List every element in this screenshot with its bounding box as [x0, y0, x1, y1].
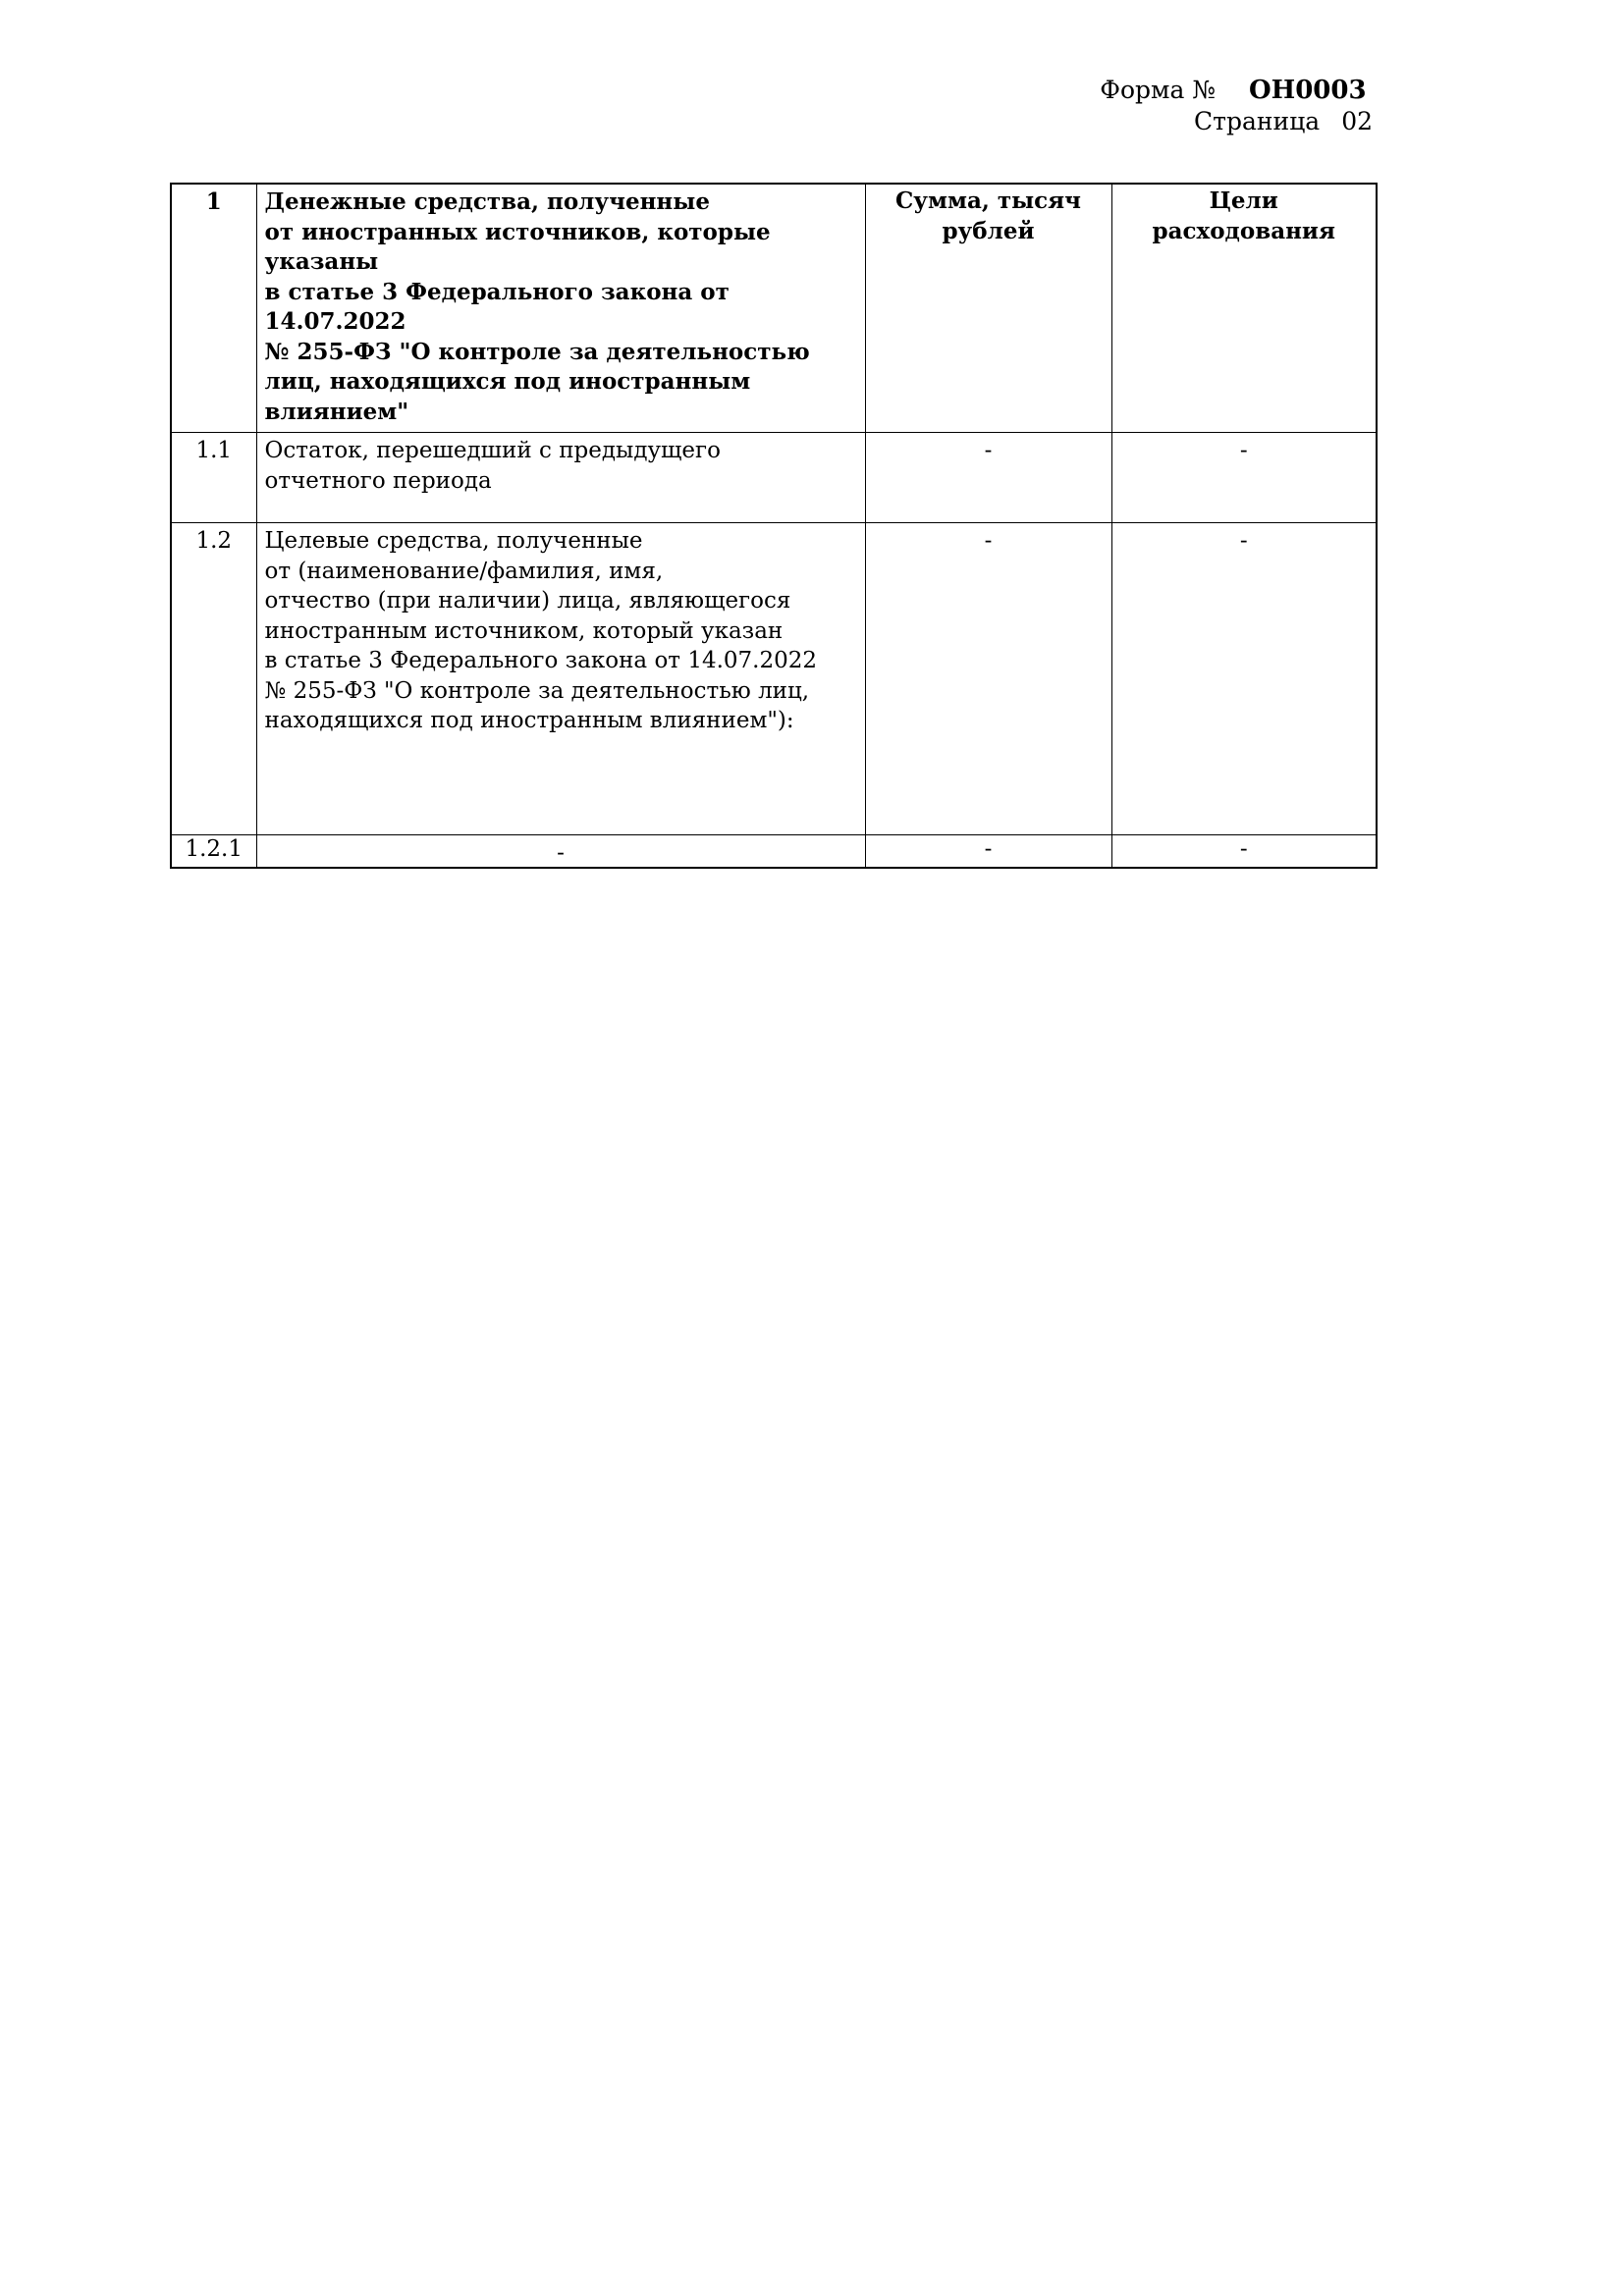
- header-description-line: от иностранных источников, которые: [264, 218, 771, 245]
- row-num-cell: 1.1: [171, 433, 256, 523]
- table-header-row: [171, 184, 1377, 433]
- page-number: 02: [1341, 107, 1373, 135]
- row-description-line: отчество (при наличии) лица, являющегося: [264, 588, 791, 614]
- row-num-cell: 1.2.1: [171, 835, 256, 869]
- form-number-label: Форма №: [1100, 76, 1216, 104]
- header-num-cell: 1: [171, 184, 256, 433]
- header-description-cell: [256, 184, 865, 433]
- row-description-line: отчетного периода: [264, 467, 492, 494]
- row-description-line: Целевые средства, полученные: [264, 528, 643, 554]
- row-description-line: в статье 3 Федерального закона от 14.07.2022: [264, 648, 818, 673]
- header-description-line: лиц, находящихся под иностранным: [264, 368, 751, 395]
- header-description-line: Денежные средства, полученные: [264, 188, 710, 215]
- row-goal-cell: -: [1111, 523, 1377, 835]
- page-number-line: [1100, 106, 1373, 136]
- row-description-line: Остаток, перешедший с предыдущего: [264, 438, 721, 463]
- form-code: ОН0003: [1249, 76, 1367, 105]
- funds-table: [170, 183, 1378, 869]
- header-description-line: влиянием": [264, 398, 409, 425]
- header-goal-cell: Цели расходования: [1111, 184, 1377, 433]
- row-sum-cell: -: [865, 835, 1111, 869]
- row-sum-cell: -: [865, 433, 1111, 523]
- row-description-cell: [256, 523, 865, 835]
- row-description-cell: [256, 433, 865, 523]
- table-row: [171, 835, 1377, 869]
- row-description-cell: -: [256, 835, 865, 869]
- row-description-line: № 255-ФЗ "О контроле за деятельностью лиц,: [264, 677, 810, 704]
- header-description-line: указаны: [264, 248, 379, 275]
- row-goal-cell: -: [1111, 433, 1377, 523]
- header-description-line: в статье 3 Федерального закона от: [264, 278, 730, 305]
- page-header: [1100, 75, 1373, 136]
- form-number-line: [1100, 75, 1373, 106]
- header-description-line: 14.07.2022: [264, 308, 406, 335]
- header-sum-cell: Сумма, тысяч рублей: [865, 184, 1111, 433]
- table-row: [171, 523, 1377, 835]
- row-num-cell: 1.2: [171, 523, 256, 835]
- row-description-line: от (наименование/фамилия, имя,: [264, 558, 664, 584]
- row-sum-cell: -: [865, 523, 1111, 835]
- row-goal-cell: -: [1111, 835, 1377, 869]
- page-number-label: Страница: [1194, 107, 1321, 135]
- header-description-line: № 255-ФЗ "О контроле за деятельностью: [264, 338, 810, 365]
- table-row: [171, 433, 1377, 523]
- row-description-line: иностранным источником, который указан: [264, 617, 784, 644]
- row-description-line: находящихся под иностранным влиянием"):: [264, 708, 794, 733]
